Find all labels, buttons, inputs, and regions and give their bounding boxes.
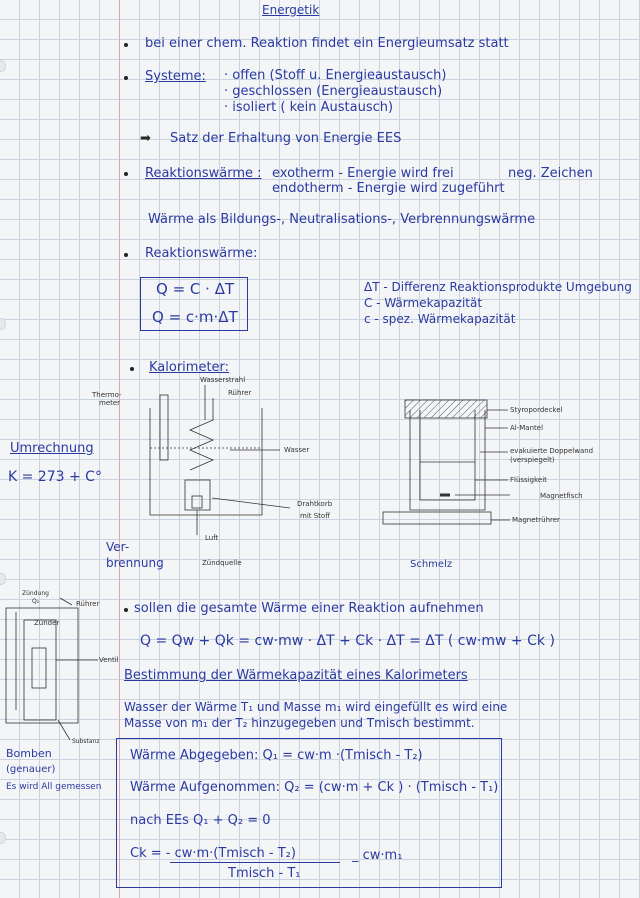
bomb-inner xyxy=(24,620,56,720)
coil xyxy=(190,398,213,470)
label-thermo: Thermo- xyxy=(92,391,122,399)
system-open: · offen (Stoff u. Energieaustausch) xyxy=(224,68,447,83)
label-air: Luft xyxy=(205,534,219,542)
label-magnetic-stirrer: Magnetrührer xyxy=(512,516,560,524)
label-ignition: Zündung xyxy=(22,590,49,597)
ees-statement: Satz der Erhaltung von Energie EES xyxy=(170,131,402,146)
kelvin-formula: K = 273 + C° xyxy=(8,469,102,485)
fraction-bar xyxy=(170,862,340,863)
conversion-label: Umrechnung xyxy=(10,441,94,456)
label-magnet-bar: Magnetfisch xyxy=(540,492,583,500)
label-wire-basket: Drahtkorb xyxy=(297,500,333,508)
ck-numerator: Ck = - cw·m·(Tmisch - T₂) xyxy=(130,846,296,861)
procedure-line-1: Wasser der Wärme T₁ und Masse m₁ wird eingefüllt es wird eine xyxy=(124,700,508,714)
thermometer-icon xyxy=(160,395,168,460)
al-jacket xyxy=(420,410,475,500)
heat-released: Wärme Abgegeben: Q₁ = cw·m ·(Tmisch - T₂) xyxy=(130,748,423,763)
legend-heat-capacity: C - Wärmekapazität xyxy=(364,296,483,310)
magnetic-stirrer xyxy=(383,512,491,524)
label-meter: meter xyxy=(99,399,121,407)
label-melt: Schmelz xyxy=(410,559,453,570)
wire-basket-icon xyxy=(185,480,210,510)
label-valve: Ventil xyxy=(99,656,119,664)
formula-specific-heat: Q = c·m·ΔT xyxy=(152,308,238,326)
ees-sum: nach EEs Q₁ + Q₂ = 0 xyxy=(130,813,271,828)
reaction-heat-label-2: Reaktionswärme: xyxy=(145,246,258,261)
label-substance: Substanz xyxy=(72,738,100,745)
label-combustion: brennung xyxy=(106,556,164,570)
container-outline xyxy=(150,408,262,515)
calorimeter-label: Kalorimeter: xyxy=(149,360,230,375)
endotherm-line: endotherm - Energie wird zugeführt xyxy=(272,181,505,196)
negative-sign-note: neg. Zeichen xyxy=(508,166,593,181)
label-ver: Ver- xyxy=(106,540,130,554)
label-stirrer: Rührer xyxy=(228,389,252,397)
more-precise-label: (genauer) xyxy=(6,764,56,775)
bomb-label: Bomben xyxy=(6,747,52,760)
label-stirrer-3: Rührer xyxy=(76,600,100,608)
label-with-substance: mit Stoff xyxy=(300,512,331,520)
label-jacket: Al-Mantel xyxy=(510,424,544,432)
procedure-line-2: Masse von m₁ der T₂ hinzugegeben und Tmisch bestimmt. xyxy=(124,716,475,730)
systems-label: Systeme: xyxy=(145,69,206,84)
label-mirrored: (verspiegelt) xyxy=(510,456,555,464)
determination-heading: Bestimmung der Wärmekapazität eines Kalorimeters xyxy=(124,668,468,683)
heat-absorbed: Wärme Aufgenommen: Q₂ = (cw·m + Ck ) · (Tmisch - T₁) xyxy=(130,780,499,795)
label-ignition-source: Zündquelle xyxy=(202,559,242,567)
system-isolated: · isoliert ( kein Austausch) xyxy=(224,100,394,115)
bullet xyxy=(124,608,128,612)
arrow-icon: ➡ xyxy=(140,131,151,146)
all-measured-label: Es wird All gemessen xyxy=(6,782,102,792)
ck-tail: _ cw·m₁ xyxy=(352,848,403,863)
whole-heat-formula: Q = Qw + Qk = cw·mw · ΔT + Ck · ΔT = ΔT ( cw·mw + Ck ) xyxy=(140,633,555,649)
reaction-heat-label: Reaktionswärme : xyxy=(145,166,262,181)
reaction-statement: bei einer chem. Reaktion findet ein Energieumsatz statt xyxy=(145,36,509,51)
formula-heat-capacity: Q = C · ΔT xyxy=(156,280,235,298)
exotherm-line: exotherm - Energie wird frei xyxy=(272,166,454,181)
label-liquid: Flüssigkeit xyxy=(510,476,547,484)
label-water: Wasser xyxy=(284,446,310,454)
label-q2: Q₂ xyxy=(32,598,40,605)
system-closed: · geschlossen (Energieaustausch) xyxy=(224,84,443,99)
page-title: Energetik xyxy=(262,3,320,17)
legend-specific-heat: c - spez. Wärmekapazität xyxy=(364,312,516,326)
heat-forms: Wärme als Bildungs-, Neutralisations-, Verbrennungswärme xyxy=(148,212,536,227)
label-double-wall: evakuierte Doppelwand xyxy=(510,447,594,455)
whole-heat-statement: sollen die gesamte Wärme einer Reaktion aufnehmen xyxy=(134,601,484,616)
label-water-jet: Wasserstrahl xyxy=(200,376,246,384)
ck-denominator: Tmisch - T₁ xyxy=(228,866,301,881)
label-lid: Styropordeckel xyxy=(510,406,563,414)
label-igniter: Zünder xyxy=(34,619,60,627)
legend-delta-t: ΔT - Differenz Reaktionsprodukte Umgebung xyxy=(364,280,632,294)
